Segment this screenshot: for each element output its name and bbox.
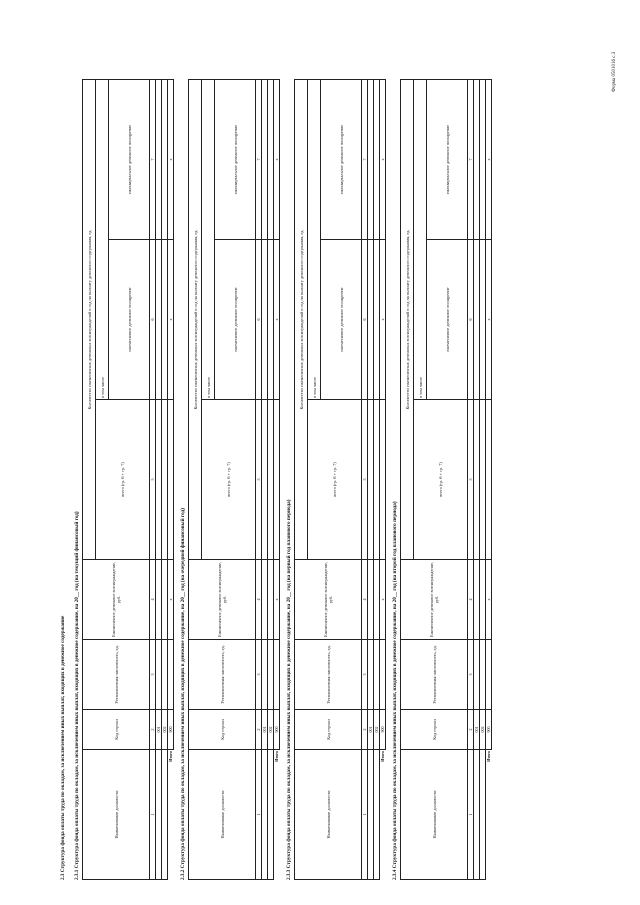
row-code: 001 bbox=[368, 710, 374, 750]
total-mark: х bbox=[168, 240, 174, 400]
col-in-that: в том числе bbox=[202, 79, 215, 399]
column-number: 6 bbox=[150, 240, 156, 400]
column-number: 7 bbox=[468, 79, 474, 239]
col-total: всего (гр. 6 + гр. 7) bbox=[96, 400, 150, 560]
column-number: 7 bbox=[362, 79, 368, 239]
column-number: 3 bbox=[150, 640, 156, 710]
col-in-that: в том числе bbox=[308, 79, 321, 399]
column-number: 2 bbox=[468, 710, 474, 750]
col-allowance: Ежемесячное денежное вознаграждение, руб. bbox=[295, 560, 362, 640]
total-label: Итого bbox=[274, 750, 280, 880]
table-cell[interactable] bbox=[380, 400, 386, 560]
fund-table bbox=[400, 79, 492, 880]
col-in-that: в том числе bbox=[96, 79, 109, 399]
total-row bbox=[380, 79, 386, 879]
col-count-group: Количество ежемесячных денежных вознаграждений в год на выплату денежного содержания, ед. bbox=[401, 79, 414, 559]
table-cell[interactable] bbox=[486, 640, 492, 710]
col-total: всего (гр. 6 + гр. 7) bbox=[202, 400, 256, 560]
rotated-page bbox=[60, 80, 500, 880]
col-name: Наименование должности bbox=[295, 750, 362, 880]
section-title: 2.3.1 Структура фонда оплаты труда по окладам, за исключением иных выплат, входящих в денежное содержание, на 20__ год (на текущий финансовый год) bbox=[74, 511, 80, 880]
row-code: 002 bbox=[374, 710, 380, 750]
total-code: 900 bbox=[168, 710, 174, 750]
col-allowance: Ежемесячное денежное вознаграждение, руб. bbox=[83, 560, 150, 640]
col-quarterly: ежеквартальное денежное поощрение bbox=[321, 79, 362, 239]
row-code: 001 bbox=[474, 710, 480, 750]
col-in-that: в том числе bbox=[414, 79, 427, 399]
col-count-group: Количество ежемесячных денежных вознаграждений в год на выплату денежного содержания, ед. bbox=[83, 79, 96, 559]
col-total: всего (гр. 6 + гр. 7) bbox=[414, 400, 468, 560]
column-number: 1 bbox=[150, 750, 156, 880]
table-section bbox=[180, 80, 284, 880]
column-number: 4 bbox=[362, 560, 368, 640]
col-total: всего (гр. 6 + гр. 7) bbox=[308, 400, 362, 560]
fund-table bbox=[188, 79, 280, 880]
col-quarterly: ежеквартальное денежное поощрение bbox=[427, 79, 468, 239]
column-number: 6 bbox=[468, 240, 474, 400]
total-mark: х bbox=[168, 79, 174, 239]
column-number: 4 bbox=[468, 560, 474, 640]
total-mark: х bbox=[274, 240, 280, 400]
fund-table bbox=[82, 79, 174, 880]
column-number: 4 bbox=[256, 560, 262, 640]
form-code: Форма 0501016 с.3 bbox=[612, 51, 617, 92]
column-number: 3 bbox=[468, 640, 474, 710]
total-mark: х bbox=[486, 240, 492, 400]
col-staff: Установленная численность, ед. bbox=[401, 640, 468, 710]
total-label: Итого bbox=[168, 750, 174, 880]
row-code: 002 bbox=[268, 710, 274, 750]
table-cell[interactable] bbox=[168, 400, 174, 560]
column-number: 3 bbox=[256, 640, 262, 710]
col-count-group: Количество ежемесячных денежных вознаграждений в год на выплату денежного содержания, ед. bbox=[295, 79, 308, 559]
col-name: Наименование должности bbox=[189, 750, 256, 880]
col-quarterly: ежеквартальное денежное поощрение bbox=[109, 79, 150, 239]
total-row bbox=[168, 79, 174, 879]
total-mark: х bbox=[274, 79, 280, 239]
table-section bbox=[74, 80, 178, 880]
col-quarterly: ежеквартальное денежное поощрение bbox=[215, 79, 256, 239]
total-code: 900 bbox=[274, 710, 280, 750]
row-code: 001 bbox=[262, 710, 268, 750]
total-row bbox=[486, 79, 492, 879]
col-name: Наименование должности bbox=[83, 750, 150, 880]
col-allowance: Ежемесячное денежное вознаграждение, руб. bbox=[401, 560, 468, 640]
total-row bbox=[274, 79, 280, 879]
column-number: 1 bbox=[362, 750, 368, 880]
row-code: 002 bbox=[480, 710, 486, 750]
total-mark: х bbox=[486, 560, 492, 640]
table-cell[interactable] bbox=[486, 400, 492, 560]
col-code: Код строки bbox=[189, 710, 256, 750]
row-code: 002 bbox=[162, 710, 168, 750]
col-monthly: ежемесячное денежное поощрение bbox=[321, 240, 362, 400]
table-cell[interactable] bbox=[274, 400, 280, 560]
col-count-group: Количество ежемесячных денежных вознаграждений в год на выплату денежного содержания, ед. bbox=[189, 79, 202, 559]
table-section bbox=[286, 80, 390, 880]
col-allowance: Ежемесячное денежное вознаграждение, руб. bbox=[189, 560, 256, 640]
total-mark: х bbox=[168, 560, 174, 640]
fund-table bbox=[294, 79, 386, 880]
column-number: 5 bbox=[468, 400, 474, 560]
total-mark: х bbox=[380, 560, 386, 640]
col-staff: Установленная численность, ед. bbox=[83, 640, 150, 710]
col-staff: Установленная численность, ед. bbox=[189, 640, 256, 710]
section-heading: 2.3 Структура фонда оплаты труда по окладам, за исключением иных выплат, входящих в денежное содержание bbox=[60, 615, 66, 880]
total-label: Итого bbox=[486, 750, 492, 880]
total-code: 900 bbox=[486, 710, 492, 750]
total-code: 900 bbox=[380, 710, 386, 750]
column-number: 5 bbox=[150, 400, 156, 560]
column-number: 2 bbox=[150, 710, 156, 750]
col-code: Код строки bbox=[295, 710, 362, 750]
table-cell[interactable] bbox=[274, 640, 280, 710]
column-number: 2 bbox=[256, 710, 262, 750]
total-mark: х bbox=[380, 240, 386, 400]
table-section bbox=[392, 80, 496, 880]
column-number: 5 bbox=[362, 400, 368, 560]
total-label: Итого bbox=[380, 750, 386, 880]
column-number: 1 bbox=[256, 750, 262, 880]
section-title: 2.3.3 Структура фонда оплаты труда по окладам, за исключением иных выплат, входящих в денежное содержание, на 20__ год (на первый год планового периода) bbox=[286, 499, 292, 880]
total-mark: х bbox=[274, 560, 280, 640]
table-cell[interactable] bbox=[380, 640, 386, 710]
column-number: 5 bbox=[256, 400, 262, 560]
column-number: 7 bbox=[256, 79, 262, 239]
column-number: 4 bbox=[150, 560, 156, 640]
col-monthly: ежемесячное денежное поощрение bbox=[427, 240, 468, 400]
col-monthly: ежемесячное денежное поощрение bbox=[109, 240, 150, 400]
total-mark: х bbox=[486, 79, 492, 239]
table-cell[interactable] bbox=[168, 640, 174, 710]
col-monthly: ежемесячное денежное поощрение bbox=[215, 240, 256, 400]
section-title: 2.3.2 Структура фонда оплаты труда по окладам, за исключением иных выплат, входящих в денежное содержание, на 20__ год (на очередной финансовый год) bbox=[180, 508, 186, 880]
column-number: 6 bbox=[362, 240, 368, 400]
column-number: 2 bbox=[362, 710, 368, 750]
column-number: 1 bbox=[468, 750, 474, 880]
row-code: 001 bbox=[156, 710, 162, 750]
col-code: Код строки bbox=[83, 710, 150, 750]
col-name: Наименование должности bbox=[401, 750, 468, 880]
column-number: 7 bbox=[150, 79, 156, 239]
col-code: Код строки bbox=[401, 710, 468, 750]
total-mark: х bbox=[380, 79, 386, 239]
section-title: 2.3.4 Структура фонда оплаты труда по окладам, за исключением иных выплат, входящих в денежное содержание, на 20__ год (на второй год планового периода) bbox=[392, 501, 398, 880]
col-staff: Установленная численность, ед. bbox=[295, 640, 362, 710]
column-number: 6 bbox=[256, 240, 262, 400]
column-number: 3 bbox=[362, 640, 368, 710]
